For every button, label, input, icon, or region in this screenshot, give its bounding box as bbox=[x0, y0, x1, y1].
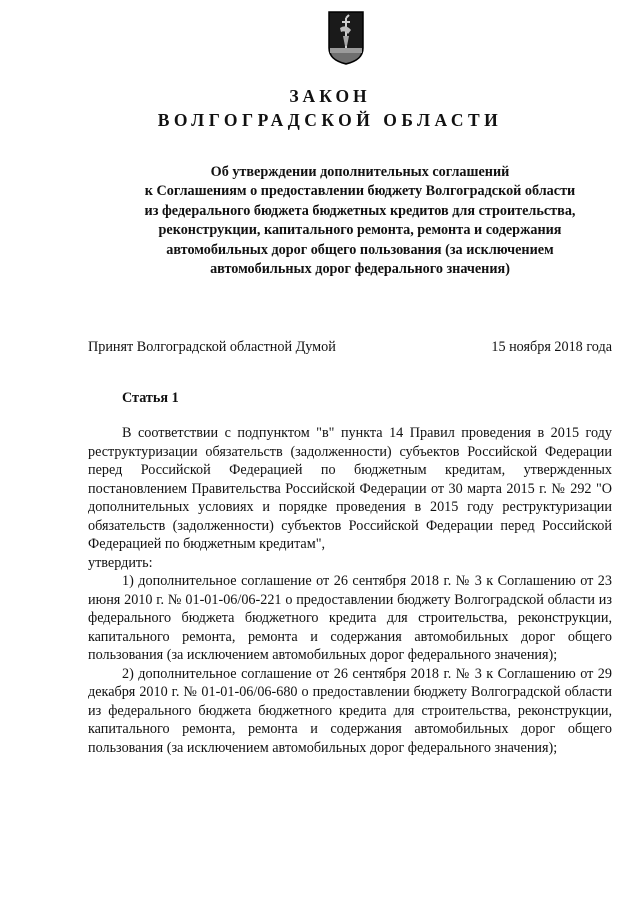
subject-line: к Соглашениям о предоставлении бюджету Волгоградской области bbox=[144, 183, 576, 200]
law-title: ЗАКОН bbox=[289, 86, 371, 106]
subject-line: автомобильных дорог общего пользования (за исключением bbox=[166, 241, 554, 258]
subject-line: Об утверждении дополнительных соглашений bbox=[210, 164, 510, 180]
list-item: 2) дополнительное соглашение от 26 сентября 2018 г. № 3 к Соглашению от 29 декабря 2010 г. № 01-01-06/06-680 о предоставлении бюджету Волгоградской области из федерального бюджета бюджетного кредита для строительства, реконструкции, капитального ремонта, ремонта и содержания автомобильных дорог общего пользования (за исключением автомобильных дорог федерального значения); bbox=[88, 665, 612, 756]
article-intro-paragraph: В соответствии с подпунктом "в" пункта 14 Правил проведения в 2015 году реструктуризации обязательств (задолженности) субъектов Российской Федерации перед Российской Федерацией по бюджетным кредитам, утвержденных постановлением Правительства Российской Федерации от 30 марта 2015 г. № 292 "О дополнительных условиях и порядке проведения в 2015 году реструктуризации обязательств (задолженности) субъектов Российской Федерации перед Российской Федерацией по бюджетным кредитам", bbox=[88, 425, 612, 552]
approve-text: утвердить: bbox=[88, 554, 153, 571]
law-subject bbox=[120, 163, 600, 279]
subject-line: из федерального бюджета бюджетных кредитов для строительства, bbox=[144, 202, 576, 219]
adoption-line bbox=[88, 339, 612, 356]
adopting-body: Принят Волгоградской областной Думой bbox=[88, 339, 336, 355]
subject-line: автомобильных дорог федерального значения) bbox=[210, 261, 510, 278]
region-title: ВОЛГОГРАДСКОЙ ОБЛАСТИ bbox=[157, 110, 503, 130]
list-item: 1) дополнительное соглашение от 26 сентября 2018 г. № 3 к Соглашению от 23 июня 2010 г. № 01-01-06/06-221 о предоставлении бюджету Волгоградской области из федерального бюджета бюджетного кредита для строительства, реконструкции, капитального ремонта, ремонта и содержания автомобильных дорог общего пользования (за исключением автомобильных дорог федерального значения); bbox=[88, 573, 612, 663]
article-heading: Статья 1 bbox=[122, 390, 179, 406]
article-body bbox=[88, 424, 612, 757]
subject-line: реконструкции, капитального ремонта, ремонта и содержания bbox=[158, 222, 562, 239]
adoption-date: 15 ноября 2018 года bbox=[491, 339, 612, 355]
volgograd-coat-of-arms-icon bbox=[327, 10, 365, 66]
